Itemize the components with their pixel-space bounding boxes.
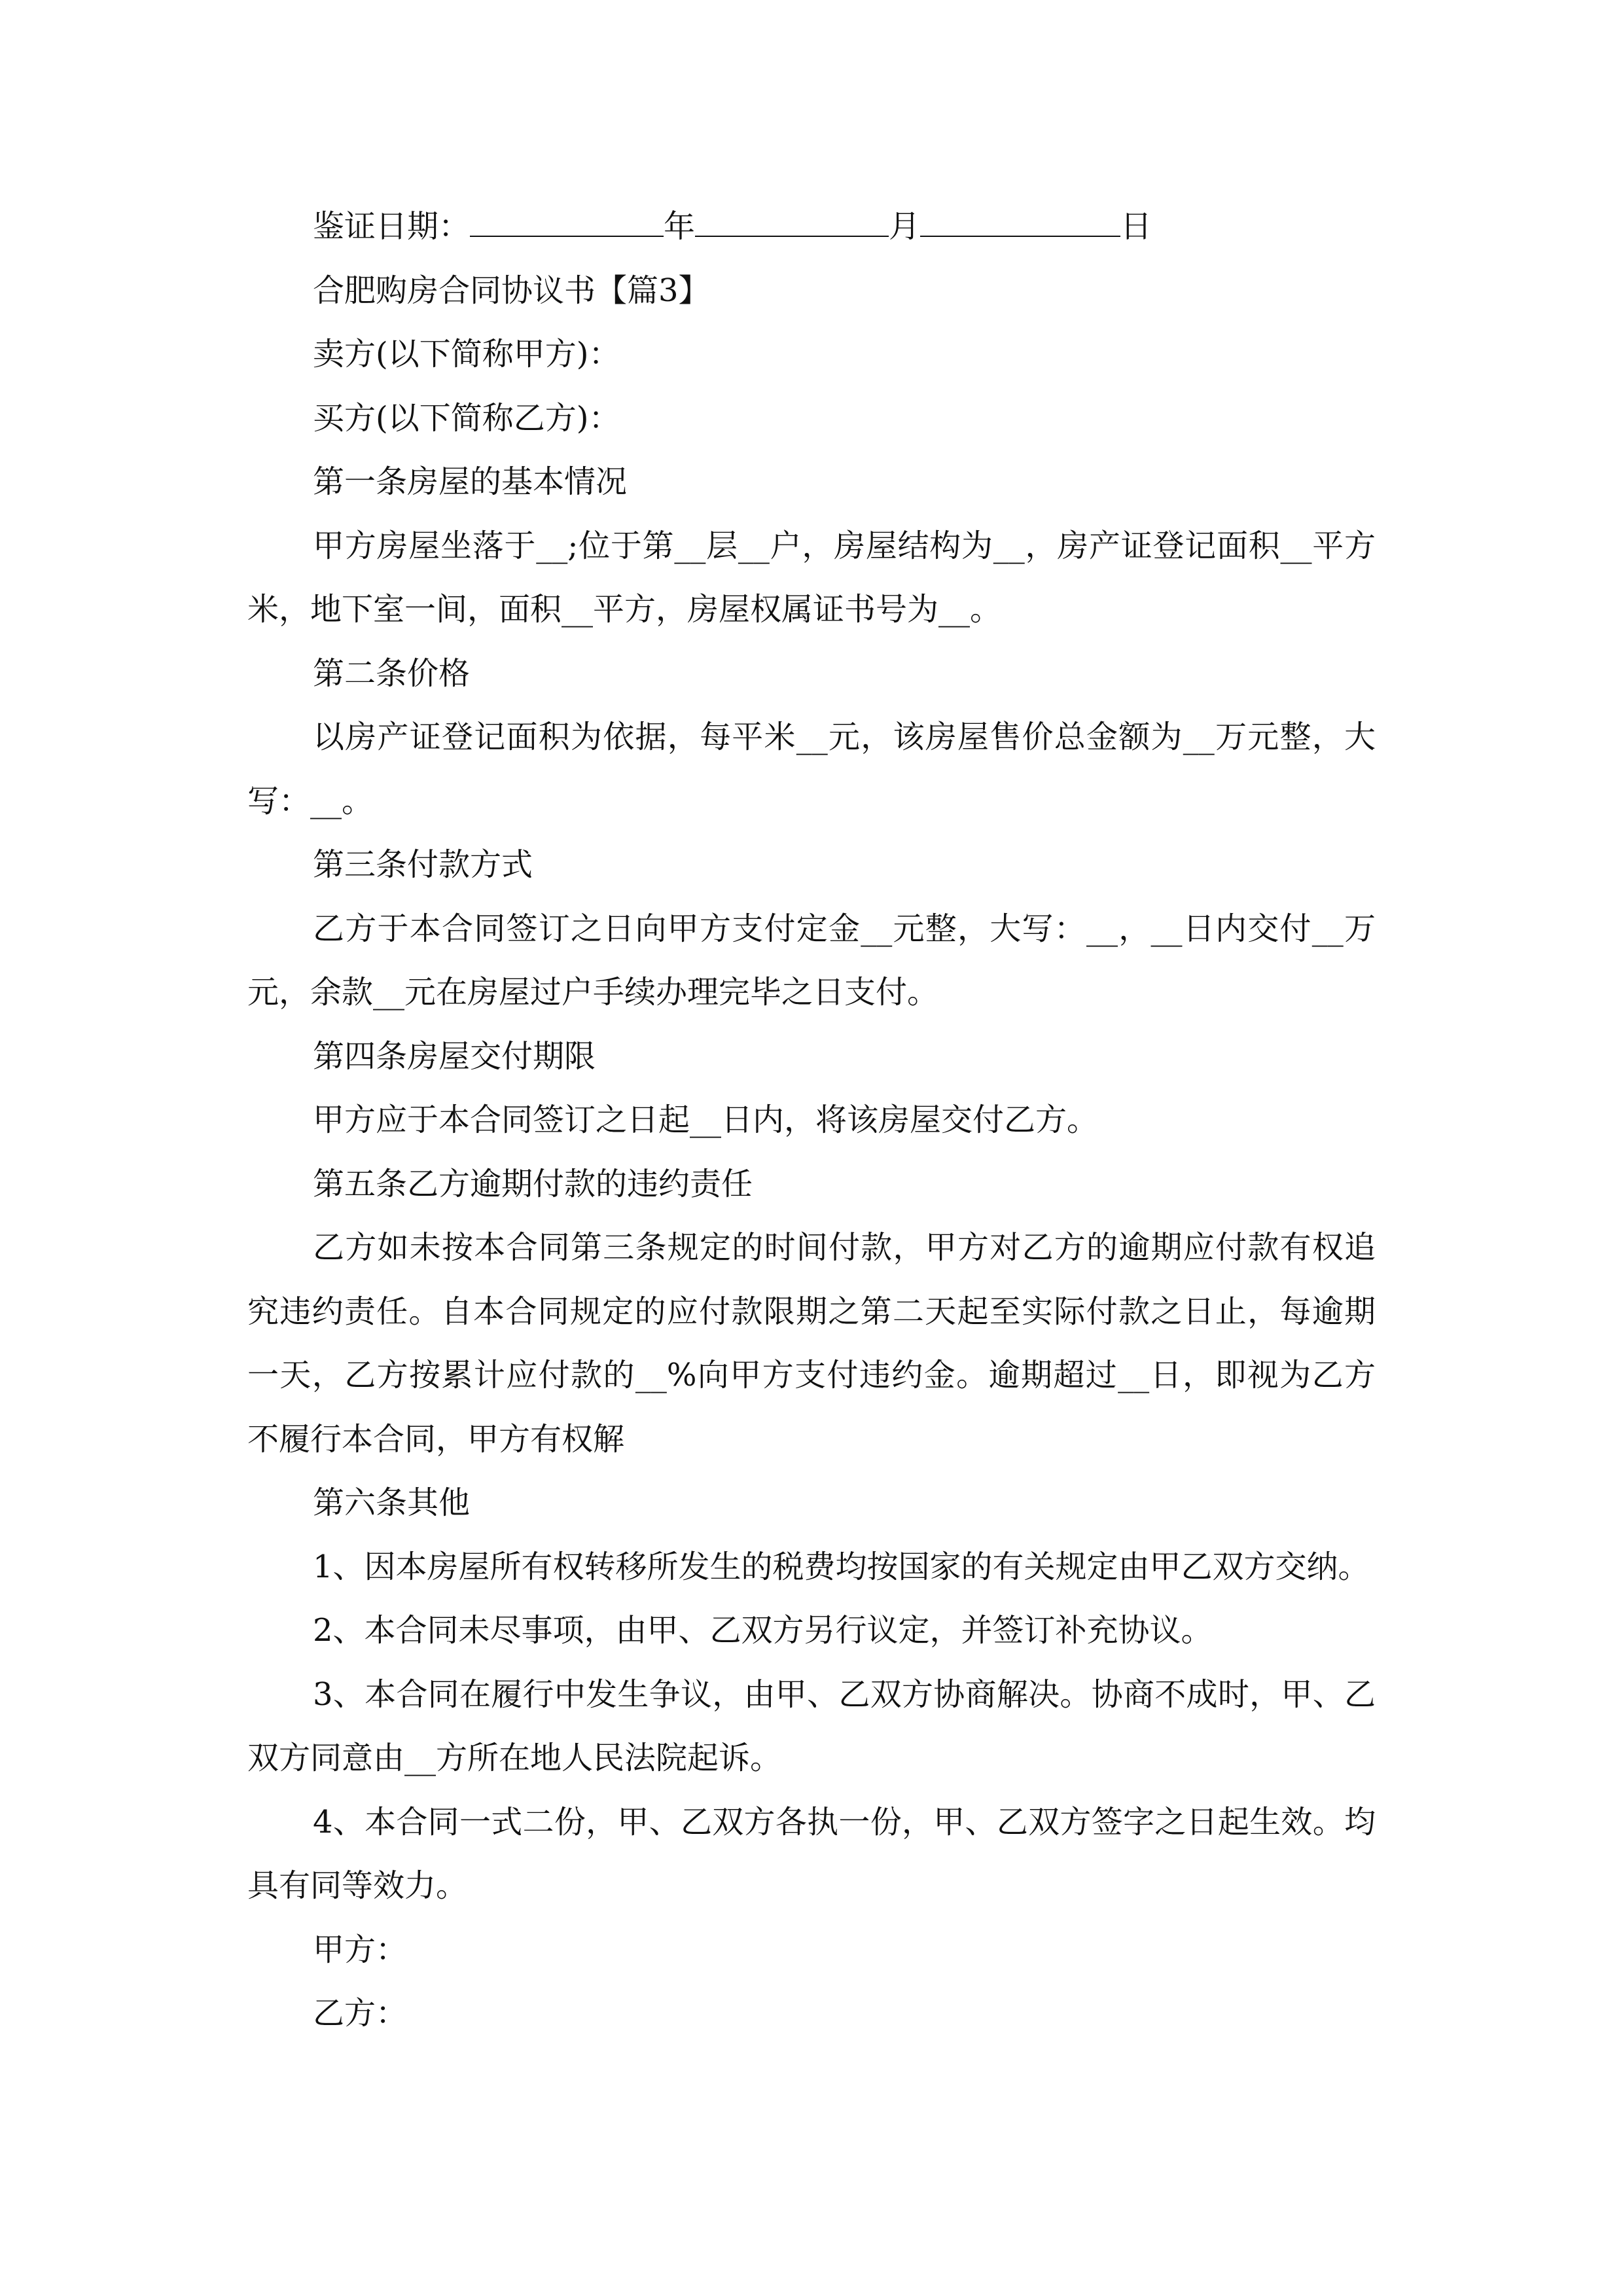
article-3-title: 第三条付款方式 <box>313 846 533 883</box>
document-body <box>247 195 1376 2046</box>
verification-date-line <box>247 195 1376 259</box>
party-a-signature: 甲方： <box>313 1931 408 1968</box>
article-6-item-1: 1、因本房屋所有权转移所发生的税费均按国家的有关规定由甲乙双方交纳。 <box>313 1548 1370 1585</box>
seller-line: 卖方(以下简称甲方)： <box>313 336 620 372</box>
day-label: 日 <box>1120 208 1152 245</box>
verification-date-label: 鉴证日期： <box>313 208 471 245</box>
article-6-item-3: 3、本合同在履行中发生争议，由甲、乙双方协商解决。协商不成时，甲、乙双方同意由__方所在地人民法院起诉。 <box>247 1676 1376 1776</box>
year-blank <box>470 200 664 237</box>
article-6-item-4: 4、本合同一式二份，甲、乙双方各执一份，甲、乙双方签字之日起生效。均具有同等效力。 <box>247 1803 1376 1904</box>
article-3-text: 乙方于本合同签订之日向甲方支付定金__元整，大写：__，__日内交付__万元，余款__元在房屋过户手续办理完毕之日支付。 <box>247 910 1376 1011</box>
article-4-title: 第四条房屋交付期限 <box>313 1037 596 1075</box>
article-2-text: 以房产证登记面积为依据，每平米__元，该房屋售价总金额为__万元整，大写：__。 <box>247 719 1376 819</box>
year-label: 年 <box>664 208 696 245</box>
month-label: 月 <box>889 208 921 245</box>
article-2-title: 第二条价格 <box>313 655 471 692</box>
article-1-text: 甲方房屋坐落于__;位于第__层__户，房屋结构为__，房产证登记面积__平方米，地下室一间，面积__平方，房屋权属证书号为__。 <box>247 527 1376 628</box>
article-6-title: 第六条其他 <box>313 1484 471 1521</box>
buyer-line: 买方(以下简称乙方)： <box>313 399 620 437</box>
article-6-item-2: 2、本合同未尽事项，由甲、乙双方另行议定，并签订补充协议。 <box>313 1612 1213 1649</box>
article-4-text: 甲方应于本合同签订之日起__日内，将该房屋交付乙方。 <box>313 1102 1099 1138</box>
article-5-title: 第五条乙方逾期付款的违约责任 <box>313 1165 753 1202</box>
day-blank <box>920 200 1120 237</box>
party-b-signature: 乙方： <box>313 1995 408 2032</box>
document-title: 合肥购房合同协议书【篇3】 <box>313 272 710 309</box>
article-5-text: 乙方如未按本合同第三条规定的时间付款，甲方对乙方的逾期应付款有权追究违约责任。自本合同规定的应付款限期之第二天起至实际付款之日止，每逾期一天，乙方按累计应付款的__%向甲方支付违约金。逾期超过__日，即视为乙方不履行本合同，甲方有权解 <box>247 1229 1376 1458</box>
article-1-title: 第一条房屋的基本情况 <box>313 463 628 500</box>
month-blank <box>695 200 889 237</box>
